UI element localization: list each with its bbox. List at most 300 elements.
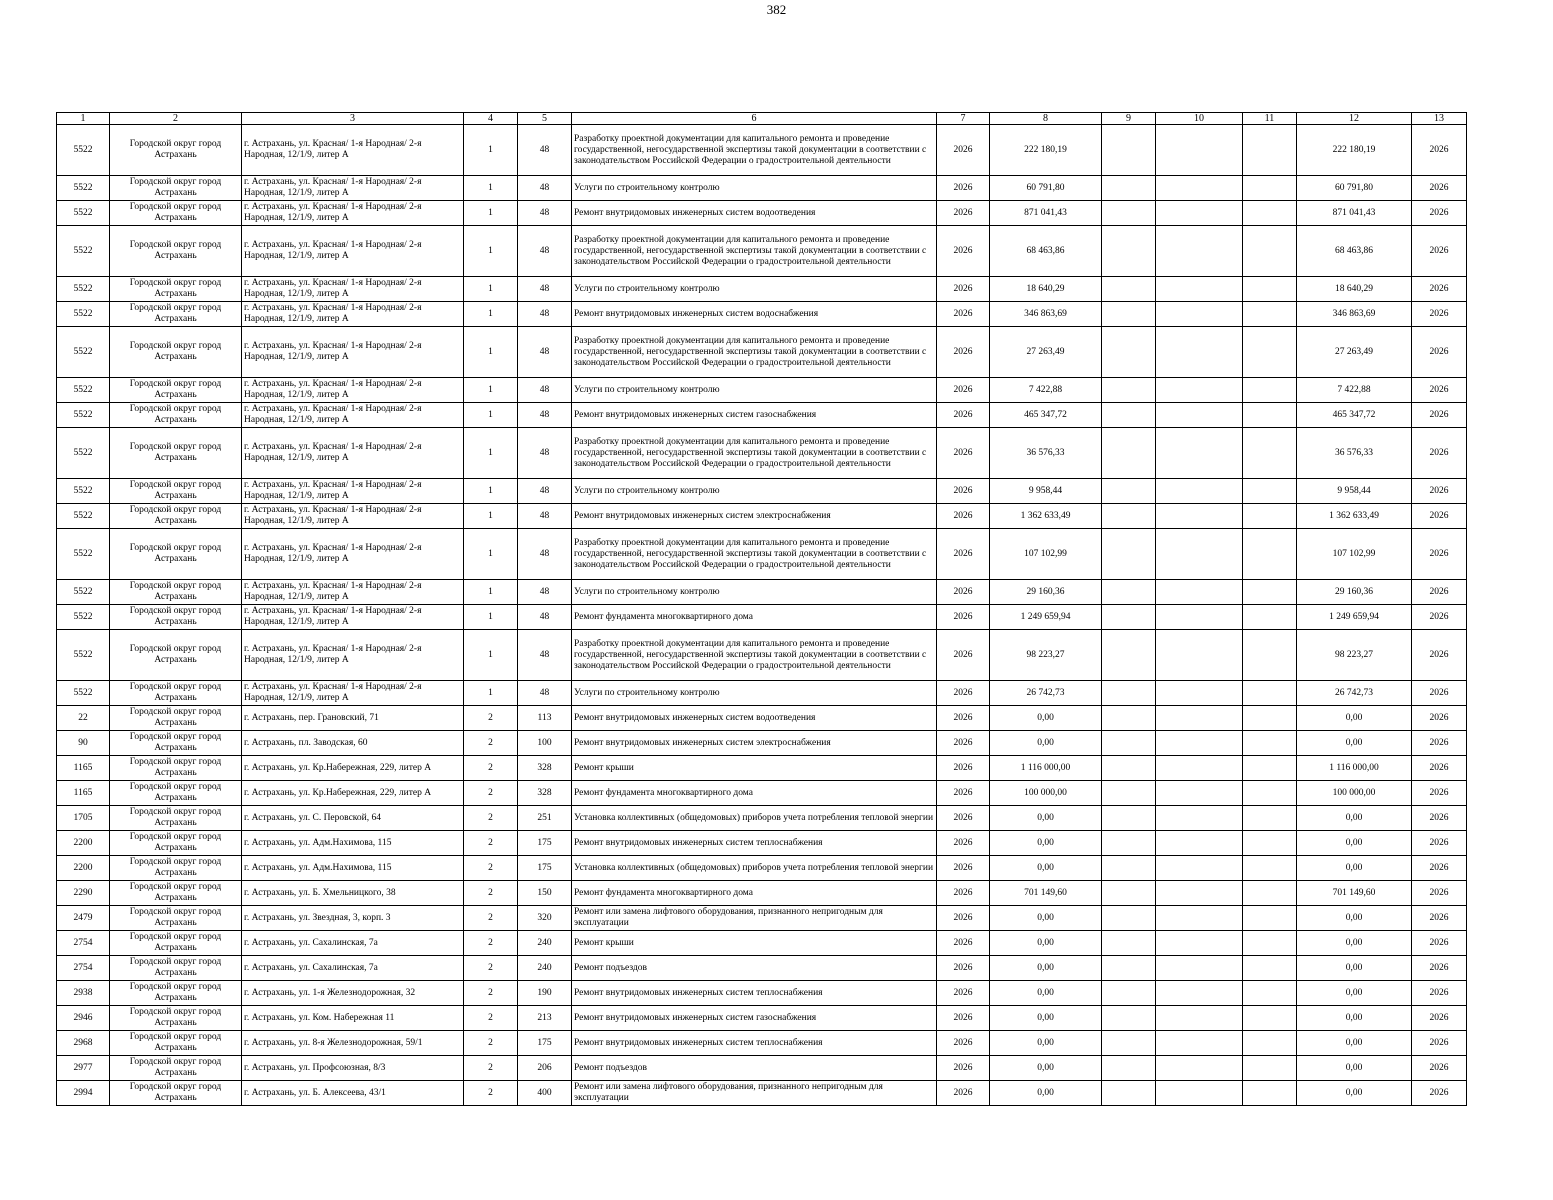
priority-cell: 1 [464,428,518,479]
col11-cell [1243,277,1297,302]
floors-cell: 113 [518,706,572,731]
row-id-cell: 5522 [57,403,110,428]
year-cell: 2026 [937,1081,990,1106]
year-cell: 2026 [937,756,990,781]
address-cell: г. Астрахань, ул. Кр.Набережная, 229, литер А [242,756,464,781]
address-cell: г. Астрахань, ул. Красная/ 1-я Народная/ 2-я Народная, 12/1/9, литер А [242,580,464,605]
fund-cost-cell: 0,00 [1297,1056,1412,1081]
floors-cell: 48 [518,479,572,504]
col10-cell [1156,931,1243,956]
table-row [57,504,1467,529]
floors-cell: 190 [518,981,572,1006]
column-header: 2 [110,113,242,125]
row-id-cell: 5522 [57,327,110,378]
floors-cell: 48 [518,327,572,378]
priority-cell: 1 [464,605,518,630]
municipality-cell: Городской округ город Астрахань [110,681,242,706]
work-type-cell: Разработку проектной документации для капитального ремонта и проведение государственной, негосударственной экспертизы такой документации в соответствии с законодательством Российской Федерации о градостроительной деятельности [572,226,937,277]
address-cell: г. Астрахань, ул. Красная/ 1-я Народная/ 2-я Народная, 12/1/9, литер А [242,403,464,428]
fund-cost-cell: 0,00 [1297,731,1412,756]
col11-cell [1243,125,1297,176]
col10-cell [1156,226,1243,277]
floors-cell: 48 [518,125,572,176]
col9-cell [1102,201,1156,226]
work-type-cell: Услуги по строительному контролю [572,479,937,504]
end-year-cell: 2026 [1412,831,1467,856]
table-row [57,176,1467,201]
year-cell: 2026 [937,504,990,529]
total-cost-cell: 36 576,33 [990,428,1102,479]
col11-cell [1243,605,1297,630]
end-year-cell: 2026 [1412,806,1467,831]
address-cell: г. Астрахань, ул. Красная/ 1-я Народная/ 2-я Народная, 12/1/9, литер А [242,277,464,302]
col10-cell [1156,1031,1243,1056]
col9-cell [1102,681,1156,706]
col9-cell [1102,580,1156,605]
end-year-cell: 2026 [1412,378,1467,403]
col11-cell [1243,580,1297,605]
column-header: 1 [57,113,110,125]
fund-cost-cell: 107 102,99 [1297,529,1412,580]
municipality-cell: Городской округ город Астрахань [110,580,242,605]
column-header: 12 [1297,113,1412,125]
fund-cost-cell: 871 041,43 [1297,201,1412,226]
col10-cell [1156,956,1243,981]
col10-cell [1156,479,1243,504]
col9-cell [1102,881,1156,906]
total-cost-cell: 465 347,72 [990,403,1102,428]
col9-cell [1102,831,1156,856]
priority-cell: 2 [464,831,518,856]
address-cell: г. Астрахань, ул. Красная/ 1-я Народная/ 2-я Народная, 12/1/9, литер А [242,226,464,277]
col10-cell [1156,605,1243,630]
row-id-cell: 2938 [57,981,110,1006]
col10-cell [1156,201,1243,226]
row-id-cell: 5522 [57,605,110,630]
fund-cost-cell: 98 223,27 [1297,630,1412,681]
municipality-cell: Городской округ город Астрахань [110,302,242,327]
row-id-cell: 2290 [57,881,110,906]
year-cell: 2026 [937,327,990,378]
table-row [57,856,1467,881]
table-row [57,781,1467,806]
end-year-cell: 2026 [1412,1056,1467,1081]
address-cell: г. Астрахань, ул. Сахалинская, 7а [242,931,464,956]
end-year-cell: 2026 [1412,529,1467,580]
row-id-cell: 2200 [57,856,110,881]
col11-cell [1243,731,1297,756]
floors-cell: 400 [518,1081,572,1106]
fund-cost-cell: 9 958,44 [1297,479,1412,504]
table-row [57,302,1467,327]
fund-cost-cell: 0,00 [1297,831,1412,856]
priority-cell: 1 [464,580,518,605]
floors-cell: 320 [518,906,572,931]
table-row [57,479,1467,504]
col11-cell [1243,630,1297,681]
end-year-cell: 2026 [1412,756,1467,781]
municipality-cell: Городской округ город Астрахань [110,731,242,756]
work-type-cell: Ремонт подъездов [572,1056,937,1081]
table-row [57,956,1467,981]
end-year-cell: 2026 [1412,479,1467,504]
floors-cell: 48 [518,201,572,226]
total-cost-cell: 0,00 [990,1056,1102,1081]
address-cell: г. Астрахань, пл. Заводская, 60 [242,731,464,756]
work-type-cell: Установка коллективных (общедомовых) приборов учета потребления тепловой энергии [572,806,937,831]
col11-cell [1243,831,1297,856]
col11-cell [1243,856,1297,881]
col11-cell [1243,327,1297,378]
table-row [57,226,1467,277]
floors-cell: 48 [518,378,572,403]
work-type-cell: Разработку проектной документации для капитального ремонта и проведение государственной, негосударственной экспертизы такой документации в соответствии с законодательством Российской Федерации о градостроительной деятельности [572,125,937,176]
priority-cell: 2 [464,881,518,906]
municipality-cell: Городской округ город Астрахань [110,981,242,1006]
year-cell: 2026 [937,906,990,931]
floors-cell: 328 [518,781,572,806]
address-cell: г. Астрахань, ул. 8-я Железнодорожная, 59/1 [242,1031,464,1056]
year-cell: 2026 [937,302,990,327]
row-id-cell: 1165 [57,756,110,781]
total-cost-cell: 18 640,29 [990,277,1102,302]
col9-cell [1102,529,1156,580]
row-id-cell: 5522 [57,504,110,529]
table-row [57,428,1467,479]
total-cost-cell: 0,00 [990,806,1102,831]
end-year-cell: 2026 [1412,277,1467,302]
column-number-row [57,113,1467,125]
end-year-cell: 2026 [1412,781,1467,806]
total-cost-cell: 27 263,49 [990,327,1102,378]
row-id-cell: 5522 [57,529,110,580]
address-cell: г. Астрахань, ул. С. Перовской, 64 [242,806,464,831]
work-type-cell: Ремонт подъездов [572,956,937,981]
fund-cost-cell: 0,00 [1297,956,1412,981]
row-id-cell: 2754 [57,956,110,981]
table-row [57,580,1467,605]
priority-cell: 1 [464,479,518,504]
floors-cell: 48 [518,428,572,479]
work-type-cell: Ремонт или замена лифтового оборудования, признанного непригодным для эксплуатации [572,1081,937,1106]
col10-cell [1156,504,1243,529]
priority-cell: 1 [464,529,518,580]
col9-cell [1102,479,1156,504]
year-cell: 2026 [937,956,990,981]
fund-cost-cell: 7 422,88 [1297,378,1412,403]
row-id-cell: 2994 [57,1081,110,1106]
municipality-cell: Городской округ город Астрахань [110,956,242,981]
work-type-cell: Ремонт внутридомовых инженерных систем водоотведения [572,706,937,731]
table-row [57,529,1467,580]
fund-cost-cell: 1 116 000,00 [1297,756,1412,781]
priority-cell: 1 [464,125,518,176]
col9-cell [1102,1031,1156,1056]
fund-cost-cell: 0,00 [1297,906,1412,931]
row-id-cell: 2977 [57,1056,110,1081]
municipality-cell: Городской округ город Астрахань [110,201,242,226]
floors-cell: 328 [518,756,572,781]
fund-cost-cell: 222 180,19 [1297,125,1412,176]
col11-cell [1243,529,1297,580]
table-row [57,906,1467,931]
col10-cell [1156,529,1243,580]
floors-cell: 48 [518,504,572,529]
priority-cell: 1 [464,327,518,378]
end-year-cell: 2026 [1412,580,1467,605]
address-cell: г. Астрахань, ул. Сахалинская, 7а [242,956,464,981]
municipality-cell: Городской округ город Астрахань [110,327,242,378]
col11-cell [1243,781,1297,806]
fund-cost-cell: 36 576,33 [1297,428,1412,479]
col11-cell [1243,931,1297,956]
fund-cost-cell: 29 160,36 [1297,580,1412,605]
row-id-cell: 2754 [57,931,110,956]
total-cost-cell: 222 180,19 [990,125,1102,176]
fund-cost-cell: 701 149,60 [1297,881,1412,906]
year-cell: 2026 [937,630,990,681]
col9-cell [1102,302,1156,327]
end-year-cell: 2026 [1412,1081,1467,1106]
fund-cost-cell: 0,00 [1297,1081,1412,1106]
work-type-cell: Ремонт внутридомовых инженерных систем теплоснабжения [572,831,937,856]
priority-cell: 2 [464,981,518,1006]
floors-cell: 48 [518,277,572,302]
col9-cell [1102,378,1156,403]
col10-cell [1156,831,1243,856]
end-year-cell: 2026 [1412,428,1467,479]
table-row [57,403,1467,428]
col11-cell [1243,378,1297,403]
row-id-cell: 5522 [57,378,110,403]
address-cell: г. Астрахань, ул. Красная/ 1-я Народная/ 2-я Народная, 12/1/9, литер А [242,201,464,226]
row-id-cell: 5522 [57,428,110,479]
priority-cell: 2 [464,931,518,956]
end-year-cell: 2026 [1412,125,1467,176]
row-id-cell: 5522 [57,201,110,226]
work-type-cell: Ремонт внутридомовых инженерных систем газоснабжения [572,1006,937,1031]
municipality-cell: Городской округ город Астрахань [110,226,242,277]
fund-cost-cell: 26 742,73 [1297,681,1412,706]
col11-cell [1243,176,1297,201]
priority-cell: 2 [464,956,518,981]
col11-cell [1243,302,1297,327]
column-header: 7 [937,113,990,125]
end-year-cell: 2026 [1412,605,1467,630]
col9-cell [1102,176,1156,201]
end-year-cell: 2026 [1412,1031,1467,1056]
row-id-cell: 2200 [57,831,110,856]
table-row [57,681,1467,706]
priority-cell: 2 [464,781,518,806]
col9-cell [1102,981,1156,1006]
col10-cell [1156,630,1243,681]
row-id-cell: 22 [57,706,110,731]
address-cell: г. Астрахань, ул. Адм.Нахимова, 115 [242,856,464,881]
municipality-cell: Городской округ город Астрахань [110,1081,242,1106]
municipality-cell: Городской округ город Астрахань [110,906,242,931]
year-cell: 2026 [937,277,990,302]
address-cell: г. Астрахань, ул. Красная/ 1-я Народная/ 2-я Народная, 12/1/9, литер А [242,630,464,681]
floors-cell: 175 [518,831,572,856]
fund-cost-cell: 0,00 [1297,1006,1412,1031]
priority-cell: 2 [464,731,518,756]
year-cell: 2026 [937,201,990,226]
col11-cell [1243,681,1297,706]
col10-cell [1156,302,1243,327]
municipality-cell: Городской округ город Астрахань [110,176,242,201]
col10-cell [1156,1006,1243,1031]
table-row [57,1006,1467,1031]
capital-repair-table [56,112,1467,1106]
year-cell: 2026 [937,226,990,277]
year-cell: 2026 [937,781,990,806]
col11-cell [1243,706,1297,731]
total-cost-cell: 1 362 633,49 [990,504,1102,529]
work-type-cell: Разработку проектной документации для капитального ремонта и проведение государственной, негосударственной экспертизы такой документации в соответствии с законодательством Российской Федерации о градостроительной деятельности [572,428,937,479]
priority-cell: 1 [464,201,518,226]
floors-cell: 48 [518,529,572,580]
year-cell: 2026 [937,176,990,201]
row-id-cell: 2968 [57,1031,110,1056]
col11-cell [1243,1006,1297,1031]
fund-cost-cell: 27 263,49 [1297,327,1412,378]
work-type-cell: Ремонт внутридомовых инженерных систем газоснабжения [572,403,937,428]
end-year-cell: 2026 [1412,176,1467,201]
municipality-cell: Городской округ город Астрахань [110,856,242,881]
year-cell: 2026 [937,378,990,403]
total-cost-cell: 60 791,80 [990,176,1102,201]
total-cost-cell: 0,00 [990,906,1102,931]
total-cost-cell: 0,00 [990,1006,1102,1031]
table-row [57,881,1467,906]
column-header: 3 [242,113,464,125]
priority-cell: 1 [464,630,518,681]
col10-cell [1156,856,1243,881]
fund-cost-cell: 68 463,86 [1297,226,1412,277]
work-type-cell: Ремонт крыши [572,931,937,956]
col10-cell [1156,906,1243,931]
address-cell: г. Астрахань, ул. Красная/ 1-я Народная/ 2-я Народная, 12/1/9, литер А [242,428,464,479]
col11-cell [1243,906,1297,931]
address-cell: г. Астрахань, ул. Красная/ 1-я Народная/ 2-я Народная, 12/1/9, литер А [242,302,464,327]
priority-cell: 1 [464,681,518,706]
fund-cost-cell: 465 347,72 [1297,403,1412,428]
address-cell: г. Астрахань, ул. Звездная, 3, корп. 3 [242,906,464,931]
work-type-cell: Услуги по строительному контролю [572,681,937,706]
work-type-cell: Ремонт внутридомовых инженерных систем теплоснабжения [572,1031,937,1056]
row-id-cell: 90 [57,731,110,756]
floors-cell: 240 [518,956,572,981]
col11-cell [1243,1081,1297,1106]
end-year-cell: 2026 [1412,706,1467,731]
col11-cell [1243,1031,1297,1056]
row-id-cell: 5522 [57,630,110,681]
col9-cell [1102,428,1156,479]
column-header: 9 [1102,113,1156,125]
year-cell: 2026 [937,580,990,605]
end-year-cell: 2026 [1412,504,1467,529]
priority-cell: 2 [464,856,518,881]
col9-cell [1102,706,1156,731]
priority-cell: 2 [464,756,518,781]
total-cost-cell: 68 463,86 [990,226,1102,277]
table-row [57,327,1467,378]
page-number: 382 [766,2,787,17]
floors-cell: 48 [518,605,572,630]
year-cell: 2026 [937,403,990,428]
priority-cell: 2 [464,1056,518,1081]
table-row [57,756,1467,781]
column-header: 4 [464,113,518,125]
year-cell: 2026 [937,931,990,956]
floors-cell: 213 [518,1006,572,1031]
col10-cell [1156,731,1243,756]
year-cell: 2026 [937,1031,990,1056]
table-row [57,1056,1467,1081]
end-year-cell: 2026 [1412,201,1467,226]
column-header: 11 [1243,113,1297,125]
col10-cell [1156,781,1243,806]
floors-cell: 48 [518,580,572,605]
col10-cell [1156,428,1243,479]
col11-cell [1243,403,1297,428]
total-cost-cell: 0,00 [990,1081,1102,1106]
row-id-cell: 5522 [57,226,110,277]
column-header: 13 [1412,113,1467,125]
municipality-cell: Городской округ город Астрахань [110,605,242,630]
floors-cell: 48 [518,226,572,277]
col11-cell [1243,479,1297,504]
total-cost-cell: 9 958,44 [990,479,1102,504]
total-cost-cell: 1 116 000,00 [990,756,1102,781]
municipality-cell: Городской округ город Астрахань [110,881,242,906]
end-year-cell: 2026 [1412,981,1467,1006]
col10-cell [1156,327,1243,378]
column-header: 6 [572,113,937,125]
work-type-cell: Услуги по строительному контролю [572,378,937,403]
col9-cell [1102,781,1156,806]
row-id-cell: 5522 [57,681,110,706]
table-row [57,931,1467,956]
municipality-cell: Городской округ город Астрахань [110,1006,242,1031]
col11-cell [1243,956,1297,981]
end-year-cell: 2026 [1412,931,1467,956]
address-cell: г. Астрахань, ул. Профсоюзная, 8/3 [242,1056,464,1081]
table-row [57,981,1467,1006]
address-cell: г. Астрахань, пер. Грановский, 71 [242,706,464,731]
table-row [57,731,1467,756]
col11-cell [1243,1056,1297,1081]
work-type-cell: Ремонт фундамента многоквартирного дома [572,605,937,630]
floors-cell: 175 [518,856,572,881]
priority-cell: 2 [464,706,518,731]
fund-cost-cell: 0,00 [1297,706,1412,731]
row-id-cell: 5522 [57,302,110,327]
end-year-cell: 2026 [1412,881,1467,906]
municipality-cell: Городской округ город Астрахань [110,706,242,731]
priority-cell: 2 [464,1006,518,1031]
total-cost-cell: 7 422,88 [990,378,1102,403]
floors-cell: 48 [518,681,572,706]
col9-cell [1102,931,1156,956]
end-year-cell: 2026 [1412,302,1467,327]
col9-cell [1102,806,1156,831]
year-cell: 2026 [937,1056,990,1081]
col10-cell [1156,1081,1243,1106]
year-cell: 2026 [937,428,990,479]
address-cell: г. Астрахань, ул. Ком. Набережная 11 [242,1006,464,1031]
